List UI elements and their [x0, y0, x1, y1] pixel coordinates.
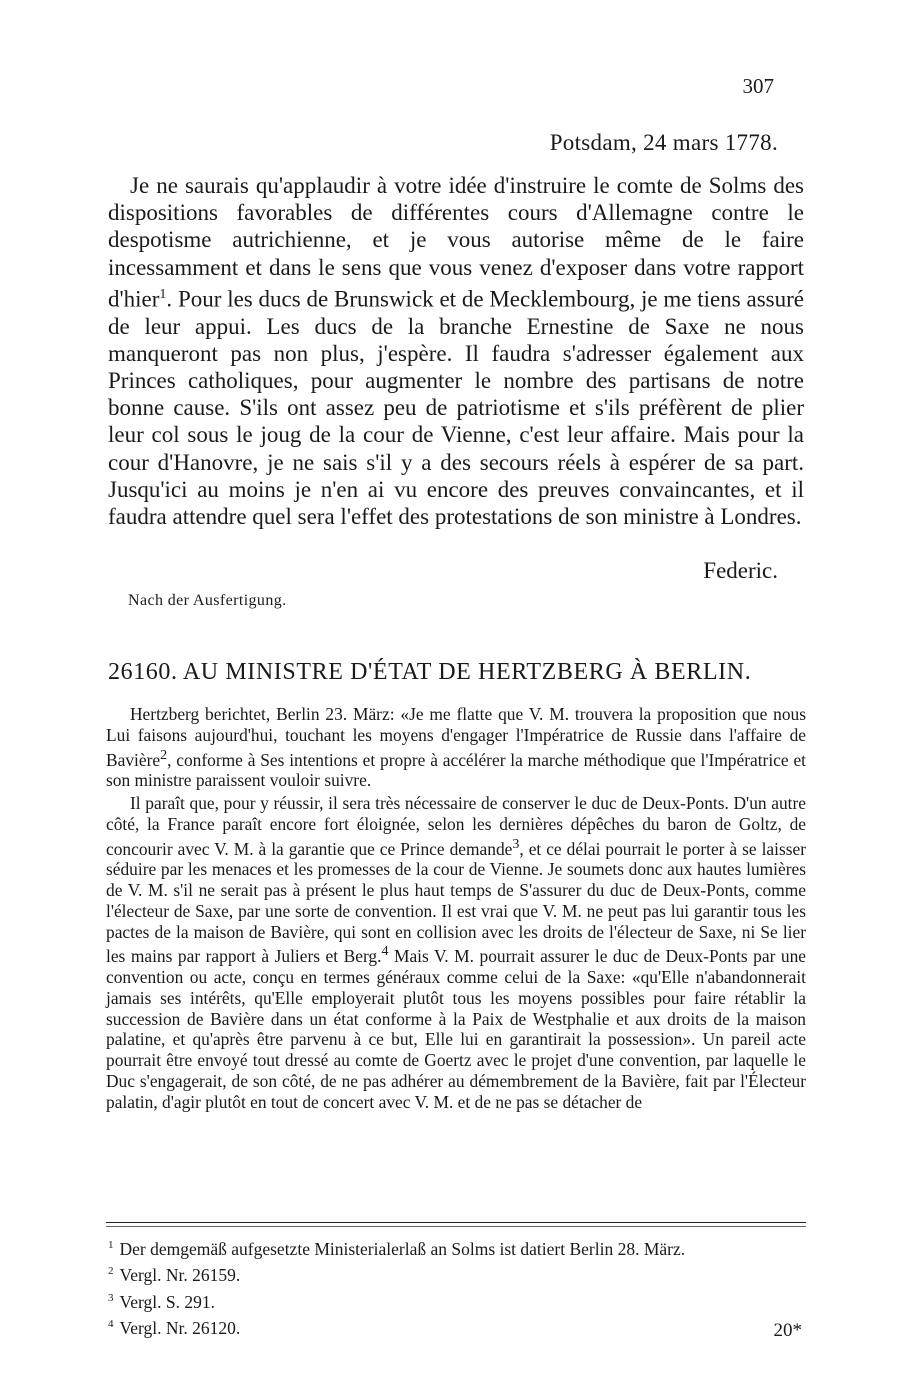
report-paragraph-1	[106, 704, 806, 791]
report-body	[106, 704, 806, 1113]
source-note: Nach der Ausfertigung.	[128, 592, 287, 609]
footnote-mark: 4	[108, 1317, 114, 1330]
footnote-ref-3: 3	[512, 836, 520, 852]
report-text-1b: , conforme à Ses intentions et propre à accélérer la marche méthodique que l'Impératrice et son ministre paraissent vouloir suivre.	[106, 749, 806, 791]
dateline: Potsdam, 24 mars 1778.	[549, 130, 778, 155]
report-paragraph-2	[106, 793, 806, 1113]
footnote-divider-thin	[106, 1226, 806, 1227]
signature: Federic.	[703, 558, 778, 583]
footnote-mark: 1	[108, 1239, 114, 1251]
footnote-text: Vergl. Nr. 26120.	[119, 1317, 241, 1338]
footnote-text: Vergl. S. 291.	[119, 1291, 215, 1312]
letter-text-part1: Je ne saurais qu'applaudir à votre idée d'instruire le comte de Solms des dispositions favorables de différentes cours d'Allemagne contre le despotisme autrichienne, et je vous autorise même de le faire incessamment et dans le sens que vous venez d'exposer dans votre rapport d'hier	[108, 173, 804, 312]
letter-text-part2: . Pour les ducs de Brunswick et de Mecklembourg, je me tiens assuré de leur appui. Les ducs de la branche Ernestine de Saxe ne nous manqueront pas non plus, j'espère. Il faudra s'adresser également aux Princes catholiques, pour augmenter le nombre des partisans de notre bonne cause. S'ils ont assez peu de patriotisme et s'ils préfèrent de plier leur col sous le joug de la cour de Vienne, c'est leur affaire. Mais pour la cour d'Hanovre, je ne sais s'il y a des secours réels à espérer de sa part. Jusqu'ici au moins je n'en ai vu encore des preuves convaincantes, et il faudra attendre quel sera l'effet des protestations de son ministre à Londres.	[108, 286, 804, 530]
footnote-mark: 2	[108, 1265, 114, 1278]
report-text-2b: , et ce délai pourrait le porter à se laisser séduire par les menaces et les promesses de la cour de Vienne. Je soumets donc aux hautes lumières de V. M. s'il ne serait pas à présent le plus haut temps de S'assurer du duc de Deux-Ponts, comme l'électeur de Saxe, par une sorte de convention. Il est vrai que V. M. ne peut pas lui garantir tous les pactes de la maison de Bavière, qui sont en collision avec les droits de l'électeur de Saxe, ni Se lier les mains par rapport à Juliers et Berg.	[106, 838, 806, 967]
signature-mark: 20*	[773, 1320, 802, 1341]
footnote-text: Der demgemäß aufgesetzte Ministerialerlaß an Solms ist datiert Berlin 28. März.	[119, 1238, 686, 1259]
footnote-ref-1: 1	[159, 286, 167, 302]
footnote-mark: 3	[108, 1291, 114, 1304]
report-text-2a: Il paraît que, pour y réussir, il sera très nécessaire de conserver le duc de Deux-Ponts. D'un autre côté, la France paraît encore fort éloignée, selon les dernières dépêches du baron de Goltz, de concourir avec V. M. à la garantie que ce Prince demande	[106, 792, 806, 859]
footnote-ref-4: 4	[381, 944, 389, 960]
document-heading: 26160. AU MINISTRE D'ÉTAT DE HERTZBERG À BERLIN.	[108, 659, 752, 685]
report-text-2c: Mais V. M. pourrait assurer le duc de Deux-Ponts par une convention ou acte, conçu en termes généraux comme celui de la Saxe: «qu'Elle n'abandonnerait jamais ses intérêts, qu'Elle employerait plutôt tous les moyens possibles pour faire rétablir la succession de Bavière dans un état conforme à la Paix de Westphalie et aux droits de la maison palatine, et qu'après être parvenu à ce but, Elle lui en garantirait la possession». Un pareil acte pourrait être envoyé tout dressé au comte de Goertz avec le projet d'une convention, par laquelle le Duc s'engagerait, de son côté, de ne pas adhérer au démembrement de la Bavière, fait par l'Électeur palatin, d'agir plutôt en tout de concert avec V. M. et de ne pas se détacher de	[106, 946, 806, 1112]
letter-body	[108, 172, 804, 530]
footnote-1	[108, 1234, 808, 1260]
footnote-text: Vergl. Nr. 26159.	[119, 1265, 241, 1286]
footnote-ref-2: 2	[160, 747, 168, 763]
letter-paragraph	[108, 172, 804, 530]
footnote-divider	[106, 1222, 806, 1223]
report-text-1a: Hertzberg berichtet, Berlin 23. März: «Je me flatte que V. M. trouvera la proposition que nous Lui faisons aujourd'hui, touchant les moyens d'engager l'Impératrice de Russie dans l'affaire de Bavière	[106, 704, 806, 770]
footnote-3	[108, 1287, 808, 1313]
footnote-2	[108, 1260, 808, 1286]
page-number: 307	[742, 74, 774, 98]
footnote-4	[108, 1313, 808, 1339]
footnotes	[108, 1234, 808, 1339]
